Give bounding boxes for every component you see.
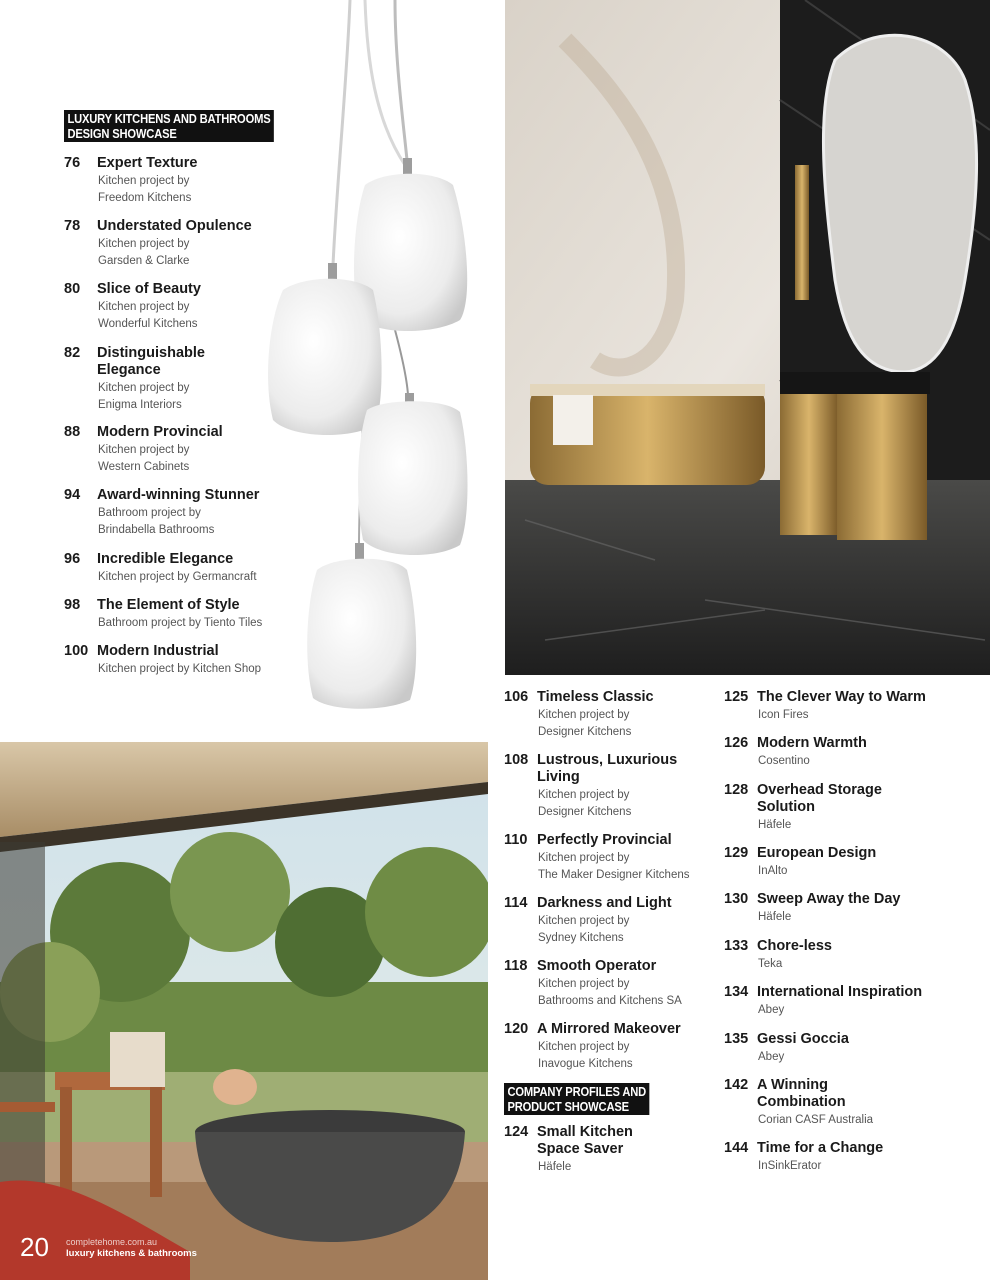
- entry-subtitle: Kitchen project by Kitchen Shop: [98, 663, 262, 675]
- entry-title: Expert Texture: [97, 155, 198, 171]
- entry-subtitle: Inavogue Kitchens: [538, 1058, 633, 1070]
- entry-title: Overhead Storage: [757, 782, 882, 798]
- entry-title: International Inspiration: [757, 984, 923, 1000]
- luxury-bathroom-photo: [505, 0, 990, 675]
- entry-title: Modern Provincial: [97, 424, 223, 440]
- entry-subtitle: Freedom Kitchens: [98, 192, 192, 204]
- entry-page-number: 128: [724, 782, 749, 798]
- entry-title: Incredible Elegance: [97, 551, 234, 567]
- entry-title: The Clever Way to Warm: [757, 689, 926, 705]
- entry-page-number: 130: [724, 891, 749, 907]
- footer-publication-title: luxury kitchens & bathrooms: [66, 1248, 197, 1259]
- entry-title: Modern Industrial: [97, 643, 219, 659]
- entry-title: Living: [537, 769, 580, 785]
- entry-title: Award-winning Stunner: [97, 487, 260, 503]
- entry-subtitle: Kitchen project by: [98, 301, 190, 313]
- entry-subtitle: Kitchen project by: [98, 175, 190, 187]
- entry-subtitle: Corian CASF Australia: [758, 1114, 874, 1126]
- entry-subtitle: InSinkErator: [758, 1160, 822, 1172]
- showcase-heading-line-1: LUXURY KITCHENS AND BATHROOMS: [67, 111, 271, 126]
- entry-title: Sweep Away the Day: [757, 891, 901, 907]
- entry-subtitle: Bathroom project by Tiento Tiles: [98, 617, 263, 629]
- outdoor-bath-photo: [0, 742, 488, 1280]
- entry-subtitle: Kitchen project by: [538, 789, 630, 801]
- entry-page-number: 120: [504, 1021, 529, 1037]
- entry-subtitle: Kitchen project by: [538, 852, 630, 864]
- profiles-section-heading: [504, 1083, 649, 1115]
- entry-subtitle: Kitchen project by Germancraft: [98, 571, 257, 583]
- entry-subtitle: Designer Kitchens: [538, 726, 632, 738]
- entry-title: Distinguishable: [97, 345, 205, 361]
- entry-subtitle: Bathroom project by: [98, 507, 201, 519]
- entry-title: Lustrous, Luxurious: [537, 752, 678, 768]
- entry-page-number: 108: [504, 752, 529, 768]
- page-number: 20: [20, 1232, 49, 1262]
- entry-page-number: 133: [724, 938, 749, 954]
- entry-subtitle: Kitchen project by: [98, 444, 190, 456]
- showcase-heading-line-2: DESIGN SHOWCASE: [67, 126, 177, 141]
- entry-page-number: 88: [64, 424, 81, 440]
- entry-subtitle: Kitchen project by: [98, 382, 190, 394]
- entry-title: The Element of Style: [97, 597, 240, 613]
- entry-page-number: 94: [64, 487, 81, 503]
- entry-subtitle: Abey: [758, 1051, 785, 1063]
- entry-title: Smooth Operator: [537, 958, 657, 974]
- entry-subtitle: Häfele: [538, 1161, 572, 1173]
- profiles-heading-line-1: COMPANY PROFILES AND: [507, 1084, 647, 1099]
- entry-page-number: 124: [504, 1124, 529, 1140]
- entry-subtitle: Kitchen project by: [538, 709, 630, 721]
- entry-subtitle: Abey: [758, 1004, 785, 1016]
- entry-subtitle: Teka: [758, 958, 783, 970]
- entry-page-number: 118: [504, 958, 528, 974]
- entry-subtitle: Icon Fires: [758, 709, 809, 721]
- entry-title: A Mirrored Makeover: [537, 1021, 681, 1037]
- entry-page-number: 114: [504, 895, 528, 911]
- footer-website: completehome.com.au: [66, 1237, 158, 1247]
- entry-title: Gessi Goccia: [757, 1031, 849, 1047]
- entry-page-number: 96: [64, 551, 81, 567]
- entry-subtitle: Kitchen project by: [538, 978, 630, 990]
- profiles-heading-line-2: PRODUCT SHOWCASE: [507, 1099, 629, 1114]
- entry-title: European Design: [757, 845, 877, 861]
- entry-title: Combination: [757, 1094, 846, 1110]
- entry-title: Understated Opulence: [97, 218, 252, 234]
- entry-page-number: 100: [64, 643, 89, 659]
- entry-page-number: 110: [504, 832, 528, 848]
- entry-title: Space Saver: [537, 1141, 624, 1157]
- entry-page-number: 76: [64, 155, 81, 171]
- pendant-lamps-photo: [255, 0, 495, 720]
- entry-title: Solution: [757, 799, 815, 815]
- entry-title: Time for a Change: [757, 1140, 884, 1156]
- entry-page-number: 125: [724, 689, 749, 705]
- entry-page-number: 80: [64, 281, 81, 297]
- entry-title: Slice of Beauty: [97, 281, 201, 297]
- entry-page-number: 144: [724, 1140, 749, 1156]
- entry-subtitle: Häfele: [758, 911, 792, 923]
- entry-subtitle: Brindabella Bathrooms: [98, 524, 215, 536]
- entry-page-number: 106: [504, 689, 529, 705]
- entry-page-number: 134: [724, 984, 749, 1000]
- entry-title: Timeless Classic: [537, 689, 654, 705]
- entry-title: Small Kitchen: [537, 1124, 633, 1140]
- entry-title: A Winning: [757, 1077, 829, 1093]
- entry-title: Perfectly Provincial: [537, 832, 672, 848]
- entry-subtitle: The Maker Designer Kitchens: [538, 869, 690, 881]
- entry-subtitle: Häfele: [758, 819, 792, 831]
- entry-title: Chore-less: [757, 938, 832, 954]
- entry-title: Modern Warmth: [757, 735, 867, 751]
- entry-subtitle: Designer Kitchens: [538, 806, 632, 818]
- entry-subtitle: Kitchen project by: [538, 915, 630, 927]
- entry-subtitle: Bathrooms and Kitchens SA: [538, 995, 682, 1007]
- entry-subtitle: InAlto: [758, 865, 788, 877]
- entry-title: Darkness and Light: [537, 895, 672, 911]
- entry-title: Elegance: [97, 362, 161, 378]
- entry-page-number: 129: [724, 845, 749, 861]
- entry-subtitle: Kitchen project by: [538, 1041, 630, 1053]
- entry-subtitle: Wonderful Kitchens: [98, 318, 198, 330]
- entry-subtitle: Enigma Interiors: [98, 399, 182, 411]
- entry-subtitle: Kitchen project by: [98, 238, 190, 250]
- entry-subtitle: Western Cabinets: [98, 461, 190, 473]
- showcase-section-heading: [64, 110, 274, 142]
- entry-subtitle: Garsden & Clarke: [98, 255, 190, 267]
- entry-subtitle: Cosentino: [758, 755, 810, 767]
- entry-page-number: 78: [64, 218, 81, 234]
- entry-subtitle: Sydney Kitchens: [538, 932, 624, 944]
- entry-page-number: 126: [724, 735, 749, 751]
- entry-page-number: 142: [724, 1077, 749, 1093]
- entry-page-number: 135: [724, 1031, 749, 1047]
- entry-page-number: 98: [64, 597, 81, 613]
- entry-page-number: 82: [64, 345, 81, 361]
